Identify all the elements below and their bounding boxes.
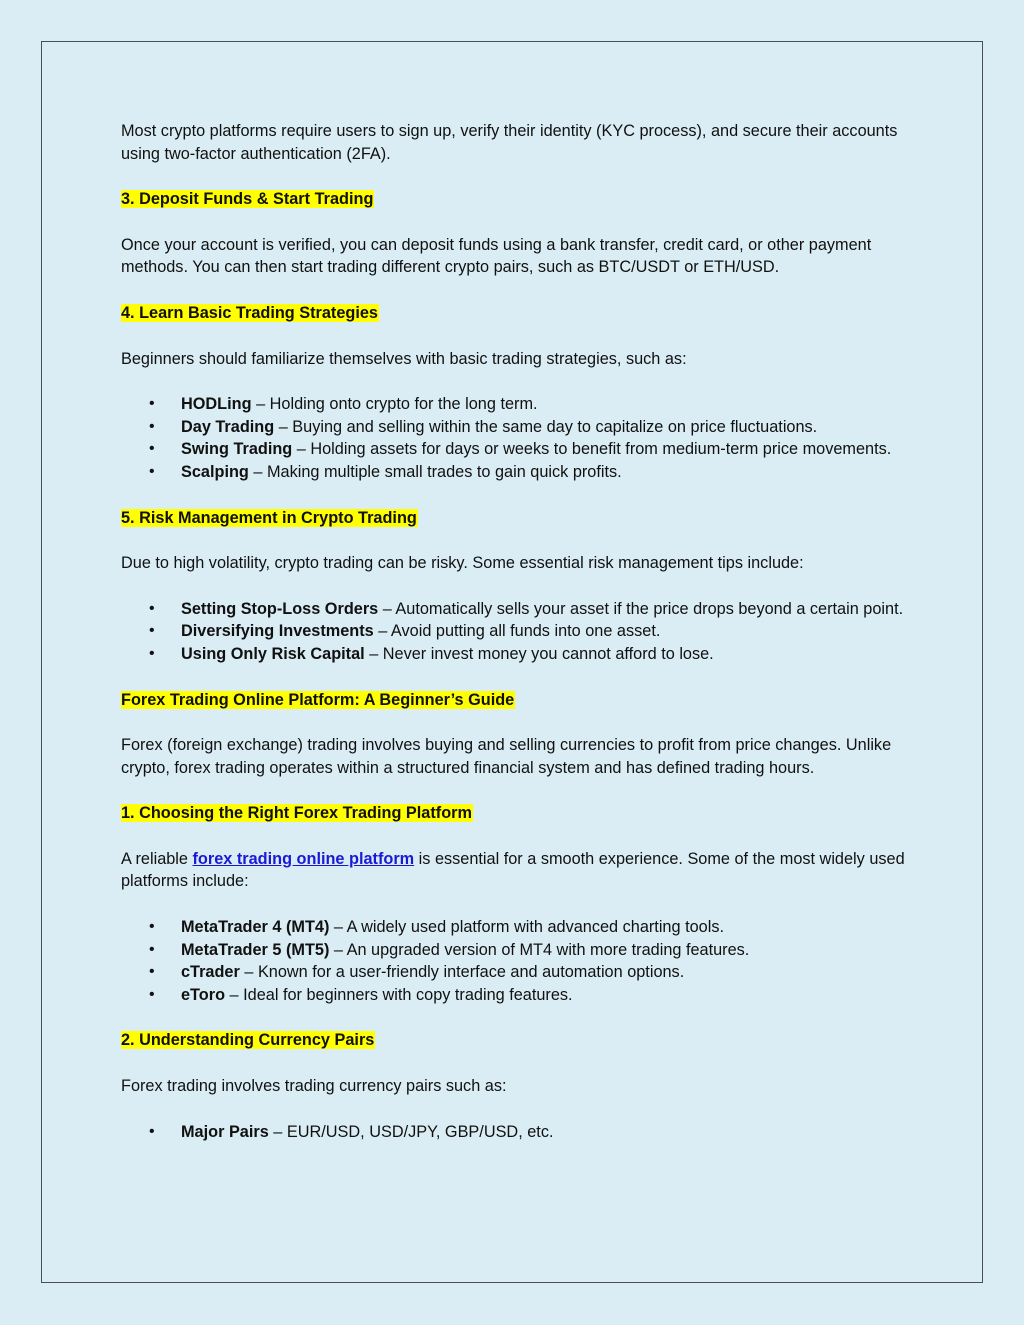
- list-item: [121, 416, 911, 439]
- section-heading-strategies: [121, 302, 911, 325]
- heading-highlight: Forex Trading Online Platform: A Beginner’s Guide: [121, 690, 515, 709]
- document-body: [121, 120, 911, 1143]
- section-heading-risk: [121, 507, 911, 530]
- list-item-desc: – Buying and selling within the same day to capitalize on price fluctuations.: [274, 417, 818, 436]
- list-item: [121, 461, 911, 484]
- currency-pairs-list: [121, 1121, 911, 1144]
- list-item-term: MetaTrader 4 (MT4): [181, 918, 330, 937]
- list-item-term: Major Pairs: [181, 1122, 269, 1141]
- list-item-desc: – Ideal for beginners with copy trading features.: [225, 985, 573, 1004]
- strategies-paragraph: Beginners should familiarize themselves with basic trading strategies, such as:: [121, 349, 687, 368]
- list-item-desc: – EUR/USD, USD/JPY, GBP/USD, etc.: [268, 1122, 554, 1141]
- list-item-term: Using Only Risk Capital: [181, 644, 365, 663]
- list-item-term: HODLing: [181, 395, 252, 414]
- list-item-desc: – Making multiple small trades to gain quick profits.: [248, 462, 622, 481]
- list-item: [121, 1121, 911, 1144]
- platform-text-after: is essential for a smooth experience. Some of the most widely used platforms include:: [121, 849, 905, 891]
- platform-paragraph: [121, 848, 911, 893]
- list-item-term: Day Trading: [181, 417, 275, 436]
- list-item: [121, 393, 911, 416]
- list-item-desc: – Never invest money you cannot afford to lose.: [364, 644, 714, 663]
- heading-highlight: 1. Choosing the Right Forex Trading Platform: [121, 804, 472, 823]
- section-heading-deposit: [121, 188, 911, 211]
- list-item-term: Setting Stop-Loss Orders: [181, 599, 379, 618]
- heading-highlight: 5. Risk Management in Crypto Trading: [121, 508, 417, 527]
- platforms-list: [121, 916, 911, 1006]
- risk-list: [121, 598, 911, 666]
- forex-platform-link[interactable]: forex trading online platform: [192, 849, 415, 868]
- list-item: [121, 438, 911, 461]
- list-item-term: MetaTrader 5 (MT5): [181, 940, 330, 959]
- risk-paragraph: Due to high volatility, crypto trading can be risky. Some essential risk management tips include:: [121, 554, 804, 573]
- list-item-term: Diversifying Investments: [181, 622, 374, 641]
- list-item-desc: – Holding assets for days or weeks to benefit from medium-term price movements.: [292, 440, 892, 459]
- section-heading-platform: [121, 802, 911, 825]
- platform-text-before: A reliable: [121, 849, 193, 868]
- deposit-paragraph: Once your account is verified, you can deposit funds using a bank transfer, credit card, or other payment methods. You can then start trading different crypto pairs, such as BTC/USDT or ETH/USD.: [121, 235, 872, 277]
- list-item: [121, 643, 911, 666]
- list-item-term: Scalping: [181, 462, 249, 481]
- list-item: [121, 598, 911, 621]
- intro-paragraph: Most crypto platforms require users to sign up, verify their identity (KYC process), and secure their accounts using two-factor authentication (2FA).: [121, 122, 898, 163]
- currency-pairs-paragraph: Forex trading involves trading currency pairs such as:: [121, 1077, 507, 1096]
- list-item-term: cTrader: [181, 963, 240, 982]
- list-item-term: eToro: [181, 985, 226, 1004]
- heading-highlight: 4. Learn Basic Trading Strategies: [121, 303, 378, 322]
- section-heading-currency-pairs: [121, 1029, 911, 1052]
- forex-paragraph: Forex (foreign exchange) trading involves buying and selling currencies to profit from price changes. Unlike crypto, forex trading operates within a structured financial system and has defined trading hours.: [121, 736, 892, 777]
- strategies-list: [121, 393, 911, 483]
- section-heading-forex: [121, 689, 911, 712]
- heading-highlight: 2. Understanding Currency Pairs: [121, 1031, 375, 1050]
- list-item: [121, 620, 911, 643]
- heading-highlight: 3. Deposit Funds & Start Trading: [121, 190, 374, 209]
- list-item-desc: – Known for a user-friendly interface and automation options.: [239, 963, 685, 982]
- list-item-desc: – An upgraded version of MT4 with more trading features.: [329, 940, 750, 959]
- list-item-desc: – Holding onto crypto for the long term.: [251, 395, 538, 414]
- list-item: [121, 984, 911, 1007]
- list-item: [121, 961, 911, 984]
- list-item: [121, 939, 911, 962]
- list-item-term: Swing Trading: [181, 440, 293, 459]
- list-item-desc: – Automatically sells your asset if the price drops beyond a certain point.: [378, 599, 904, 618]
- list-item-desc: – Avoid putting all funds into one asset.: [373, 622, 661, 641]
- list-item: [121, 916, 911, 939]
- list-item-desc: – A widely used platform with advanced charting tools.: [329, 918, 724, 937]
